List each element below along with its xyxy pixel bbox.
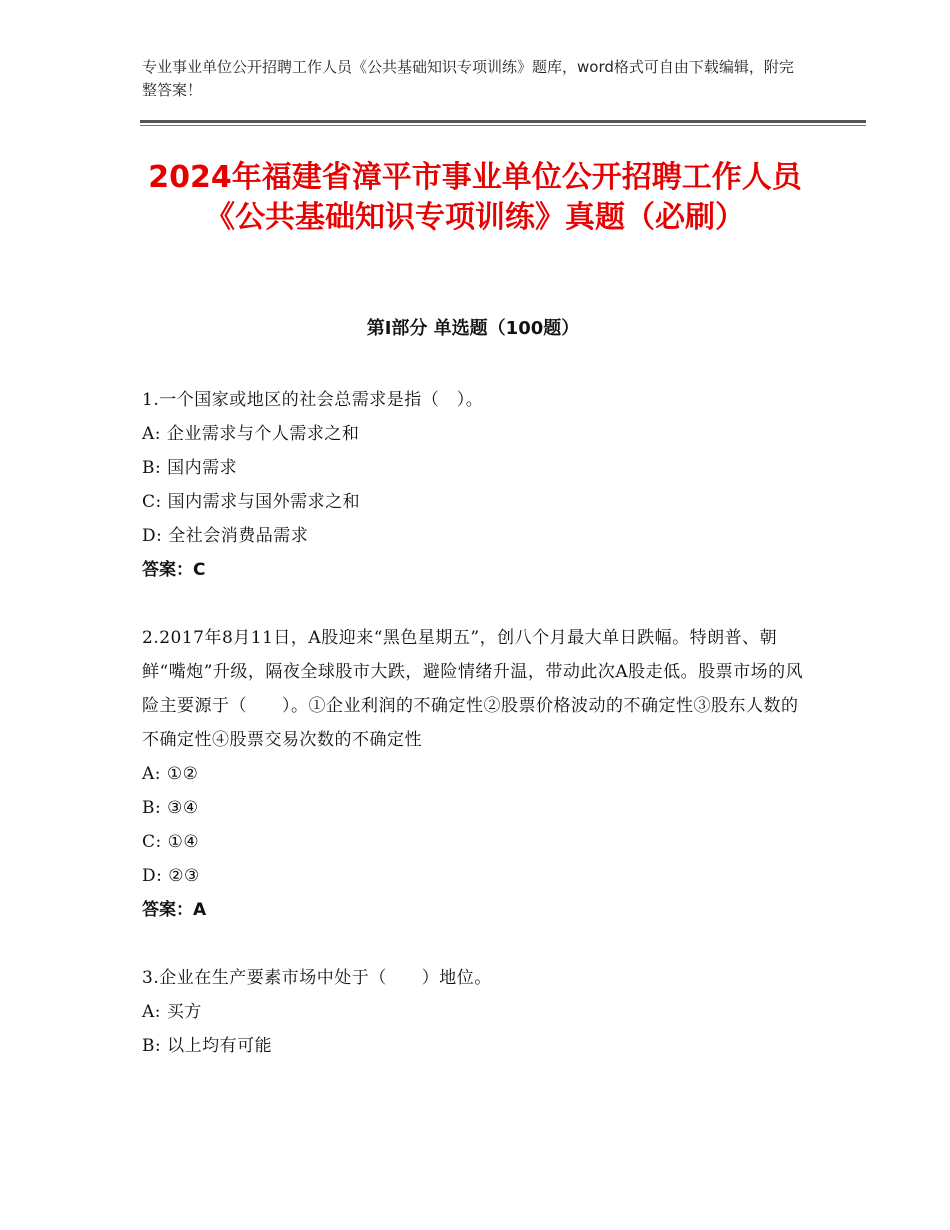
document-title: 2024年福建省漳平市事业单位公开招聘工作人员《公共基础知识专项训练》真题（必刷） (148, 160, 802, 235)
section-title: 第Ⅰ部分 单选题（100题） (366, 318, 580, 339)
answer: 答案：C (142, 560, 206, 580)
option-c: C: 国内需求与国外需求之和 (142, 492, 361, 512)
option-a: A: 企业需求与个人需求之和 (142, 424, 360, 444)
option-b: B: 国内需求 (142, 458, 238, 478)
option-c: C: ①④ (142, 832, 200, 852)
option-a: A: ①② (142, 764, 199, 784)
question-stem: 2.2017年8月11日，A股迎来“黑色星期五”，创八个月最大单日跌幅。特朗普、朝鲜“嘴炮”升级，隔夜全球股市大跌，避险情绪升温，带动此次A股走低。股票市场的风险主要源于（ ）。①企业利润的不确定性②股票价格波动的不确定性③股东人数的不确定性④股票交易次数的不确定性 (142, 628, 804, 750)
option-a: A: 买方 (142, 1002, 202, 1022)
question-1 (142, 383, 806, 587)
answer: 答案：A (142, 900, 207, 920)
header-rule-thick (140, 120, 866, 123)
option-b: B: 以上均有可能 (142, 1036, 273, 1056)
question-2 (142, 621, 806, 927)
option-d: D: 全社会消费品需求 (142, 526, 309, 546)
question-stem: 1.一个国家或地区的社会总需求是指（ ）。 (142, 390, 484, 410)
option-b: B: ③④ (142, 798, 199, 818)
header-note: 专业事业单位公开招聘工作人员《公共基础知识专项训练》题库，word格式可自由下载编辑，附完整答案！ (142, 58, 794, 99)
question-stem: 3.企业在生产要素市场中处于（ ）地位。 (142, 968, 492, 988)
question-3 (142, 961, 806, 1063)
option-d: D: ②③ (142, 866, 200, 886)
question-list (142, 383, 806, 1097)
header-rule-thin (140, 125, 866, 126)
